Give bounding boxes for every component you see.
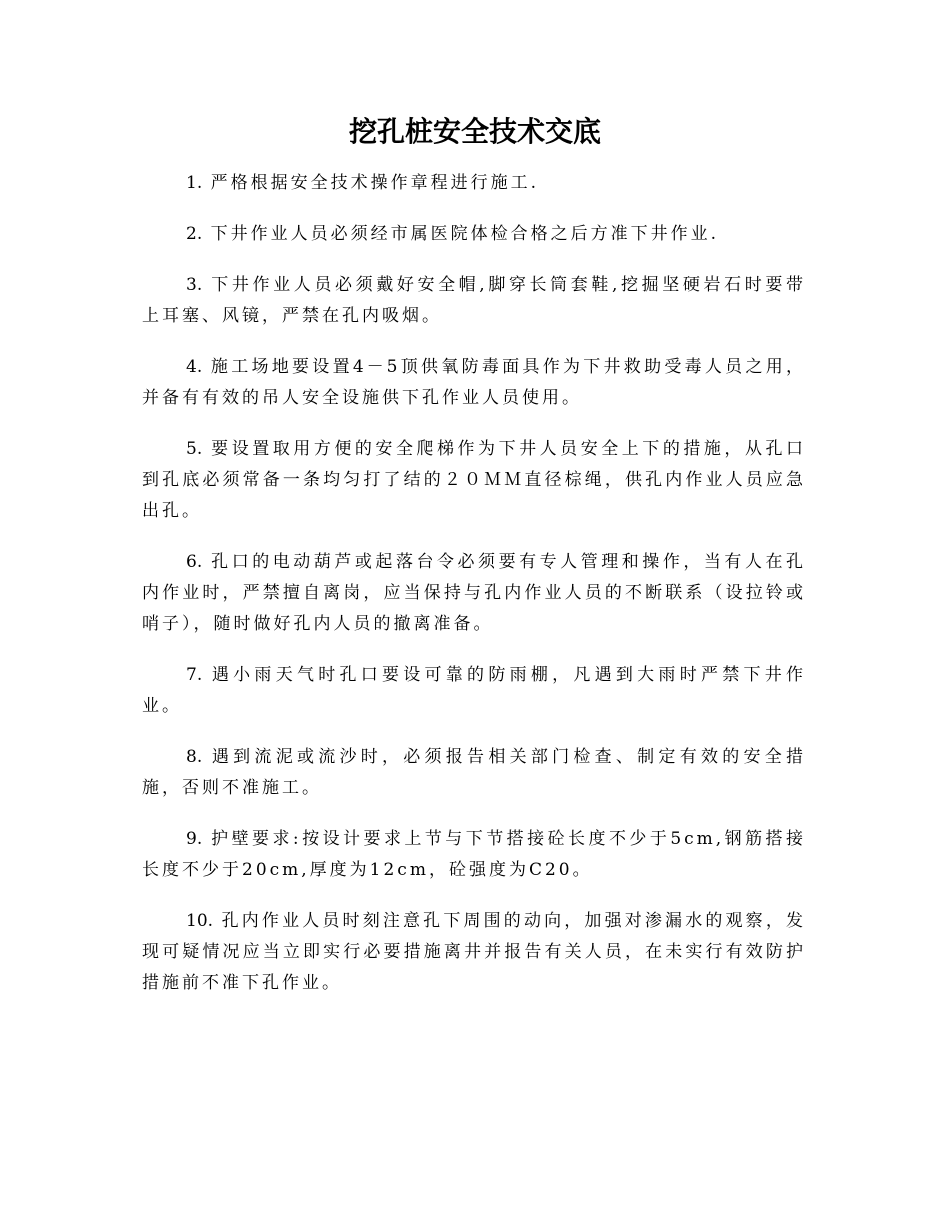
item-text: 护壁要求:按设计要求上节与下节搭接砼长度不少于5cm,钢筋搭接长度不少于20cm,厚度为12cm，砼强度为C20。 — [142, 829, 807, 880]
item-text: 遇到流泥或流沙时，必须报告相关部门检查、制定有效的安全措施，否则不准施工。 — [142, 747, 807, 798]
item-text: 孔口的电动葫芦或起落台令必须要有专人管理和操作，当有人在孔内作业时，严禁擅自离岗，应当保持与孔内作业人员的不断联系（设拉铃或哨子），随时做好孔内人员的撤离准备。 — [142, 552, 807, 634]
item-number: 7. — [186, 665, 203, 685]
item-number: 6. — [186, 552, 203, 572]
list-item — [142, 434, 806, 527]
item-number: 4. — [186, 357, 203, 377]
list-item — [142, 547, 806, 640]
item-number: 8. — [186, 747, 203, 767]
item-text: 要设置取用方便的安全爬梯作为下井人员安全上下的措施，从孔口到孔底必须常备一条均匀打了结的２０ＭＭ直径棕绳，供孔内作业人员应急出孔。 — [142, 439, 807, 521]
document-title: 挖孔桩安全技术交底 — [348, 115, 601, 148]
list-item — [142, 742, 806, 804]
list-item — [142, 219, 806, 250]
item-text: 严格根据安全技术操作章程进行施工. — [210, 173, 540, 193]
item-number: 2. — [186, 224, 203, 244]
item-text: 遇小雨天气时孔口要设可靠的防雨棚，凡遇到大雨时严禁下井作业。 — [142, 665, 807, 716]
list-item — [142, 660, 806, 722]
item-number: 9. — [186, 829, 203, 849]
list-item — [142, 168, 806, 199]
item-text: 下井作业人员必须戴好安全帽,脚穿长筒套鞋,挖掘坚硬岩石时要带上耳塞、风镜，严禁在孔内吸烟。 — [142, 275, 807, 326]
item-number: 1. — [186, 173, 203, 193]
item-number: 3. — [186, 275, 203, 295]
list-item — [142, 352, 806, 414]
list-item — [142, 270, 806, 332]
item-text: 下井作业人员必须经市属医院体检合格之后方准下井作业. — [210, 224, 720, 244]
item-text: 孔内作业人员时刻注意孔下周围的动向，加强对渗漏水的观察，发现可疑情况应当立即实行必要措施离井并报告有关人员，在未实行有效防护措施前不准下孔作业。 — [142, 911, 806, 993]
item-number: 10. — [186, 911, 214, 931]
list-item — [142, 824, 806, 886]
list-item — [142, 906, 806, 999]
item-number: 5. — [186, 439, 203, 459]
item-list — [142, 168, 806, 1019]
item-text: 施工场地要设置4－5顶供氧防毒面具作为下井救助受毒人员之用，并备有有效的吊人安全设施供下孔作业人员使用。 — [142, 357, 806, 408]
